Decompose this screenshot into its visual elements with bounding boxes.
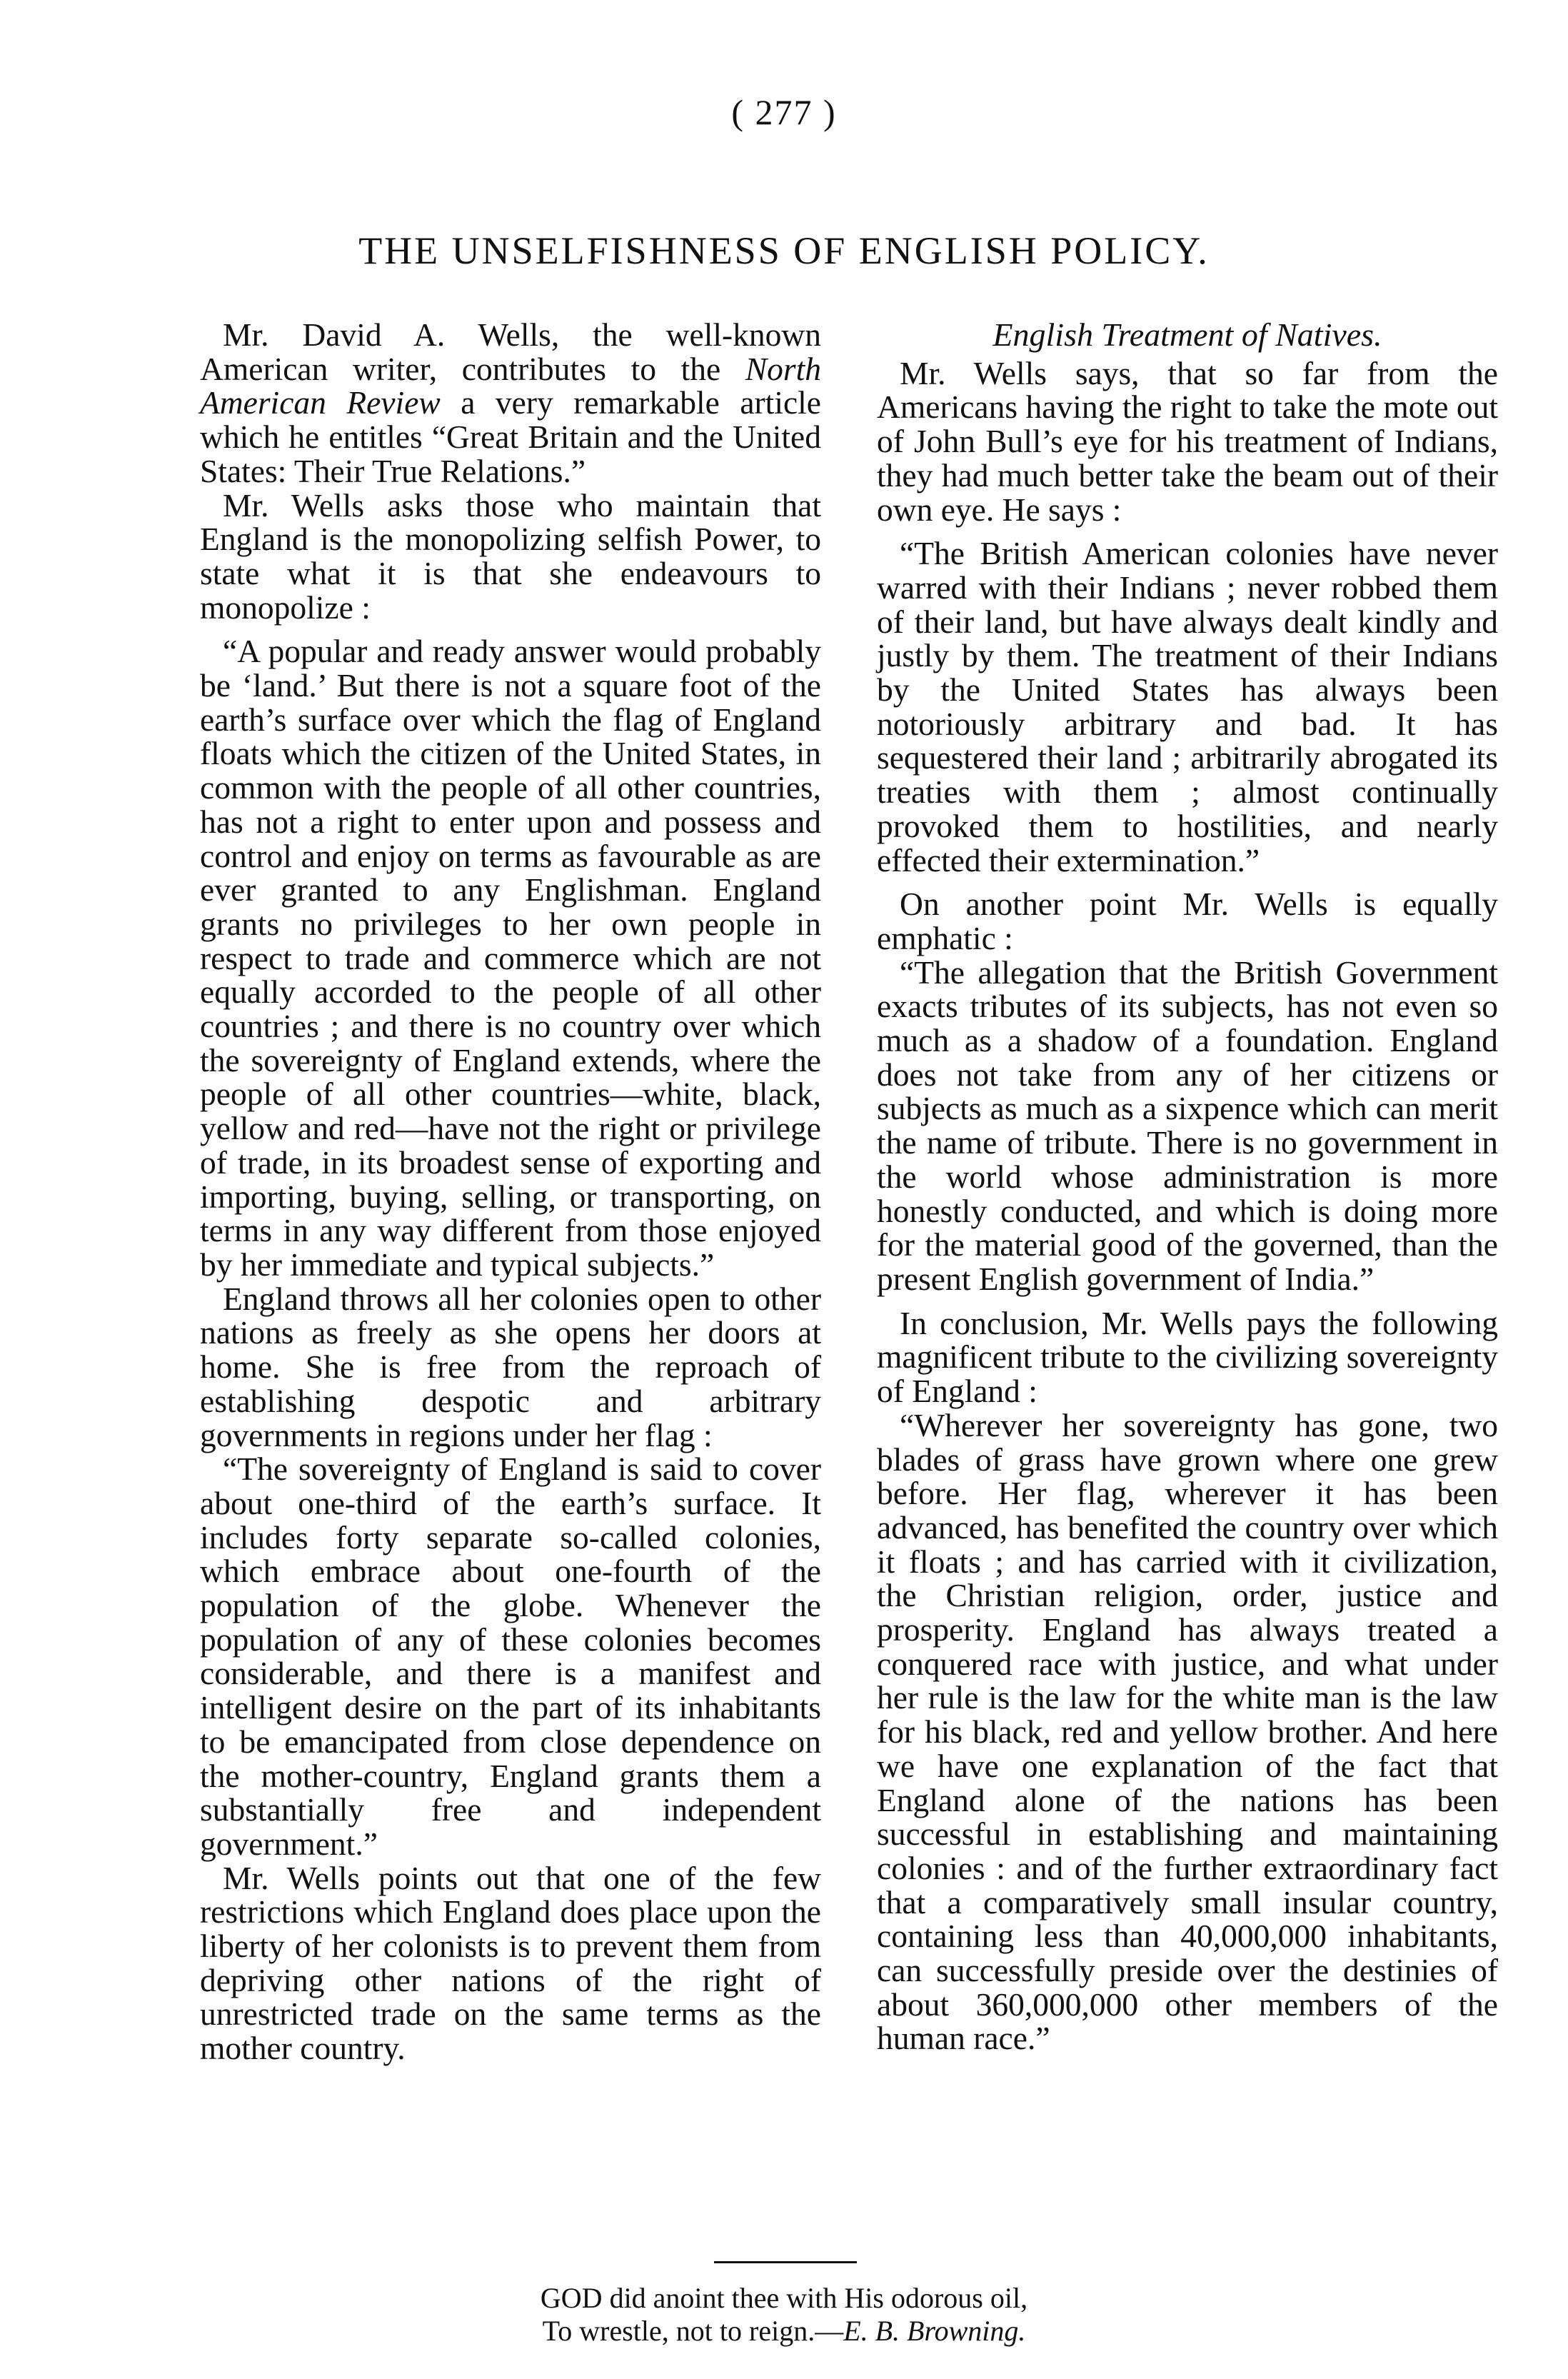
body-paragraph: England throws all her colonies open to other nations as freely as she opens her doors at home. She is free from the reproach of establishing despotic and arbitrary governments in regions under her flag :	[200, 1280, 821, 1453]
body-paragraph: Mr. Wells says, that so far from the Americans having the right to take the mote out of John Bull’s eye for his treatment of Indians, they had much better take the beam out of their own eye. He says :	[877, 354, 1498, 528]
body-paragraph: On another point Mr. Wells is equally emphatic :	[877, 886, 1498, 956]
quote-paragraph: “The British American colonies have never warred with their Indians ; never robbed them of their land, but have always dealt kindly and justly by them. The treatment of their Indians by the United States has always been notoriously arbitrary and bad. It has sequestered their land ; arbitrarily abrogated its treaties with them ; almost continually provoked them to hostilities, and nearly effected their extermination.”	[877, 535, 1498, 878]
epigraph-line: GOD did anoint thee with His odorous oil,	[540, 2282, 1028, 2314]
epigraph	[0, 2282, 1568, 2348]
body-paragraph: Mr. Wells points out that one of the few restrictions which England does place upon the liberty of her colonists is to prevent them from depriving other nations of the right of unrestricted trade on the same terms as the mother country.	[200, 1859, 821, 2067]
quote-paragraph: “The allegation that the British Government exacts tributes of its subjects, has not even so much as a shadow of a foundation. England does not take from any of her citizens or subjects as much as a sixpence which can merit the name of tribute. There is no government in the world whose administration is more honestly conducted, and which is doing more for the material good of the governed, than the present English government of India.”	[877, 953, 1498, 1297]
quote-paragraph: “A popular and ready answer would probably be ‘land.’ But there is not a square foot of the earth’s surface over which the flag of England floats which the citizen of the United States, in common with the people of all other countries, has not a right to enter upon and possess and control and enjoy on terms as favourable as are ever granted to any Englishman. England grants no privileges to her own people in respect to trade and commerce which are not equally accorded to the people of all other countries ; and there is no country over which the sovereignty of England extends, where the people of all other countries—white, black, yellow and red—have not the right or privilege of trade, in its broadest sense of exporting and importing, buying, selling, or transporting, on terms in any way different from those enjoyed by her immediate and typical subjects.”	[200, 633, 821, 1283]
epigraph-line-text: To wrestle, not to reign.—	[542, 2315, 844, 2347]
left-column	[200, 318, 821, 2065]
article-title: THE UNSELFISHNESS OF ENGLISH POLICY.	[358, 229, 1210, 272]
right-column	[877, 318, 1498, 2055]
intro-text-before: Mr. David A. Wells, the well-known American writer, contributes to the	[200, 316, 821, 387]
body-paragraph: Mr. Wells asks those who maintain that England is the monopolizing selfish Power, to state what it is that she endeavours to monopolize :	[200, 486, 821, 626]
body-paragraph: In conclusion, Mr. Wells pays the following magnificent tribute to the civilizing sovereignty of England :	[877, 1304, 1498, 1410]
section-subheading: English Treatment of Natives.	[992, 316, 1382, 353]
intro-paragraph	[200, 318, 821, 489]
epigraph-line	[0, 2315, 1568, 2348]
page-number: ( 277 )	[731, 92, 837, 132]
quote-paragraph: “The sovereignty of England is said to cover about one-third of the earth’s surface. It includes forty separate so-called colonies, which embrace about one-fourth of the population of the globe. Whenever the population of any of these colonies becomes considerable, and there is a manifest and intelligent desire on the part of its inhabitants to be emancipated from close dependence on the mother-country, England grants them a substantially free and independent government.”	[200, 1451, 821, 1862]
quote-paragraph: “Wherever her sovereignty has gone, two blades of grass have grown where one grew before. Her flag, wherever it has been advanced, has benefited the country over which it floats ; and has carried with it civilization, the Christian religion, order, justice and prosperity. England has always treated a conquered race with justice, and what under her rule is the law for the white man is the law for his black, red and yellow brother. And here we have one explanation of the fact that England alone of the nations has been successful in establishing and maintaining colonies : and of the further extraordinary fact that a comparatively small insular country, containing less than 40,000,000 inhabitants, can successfully preside over the destinies of about 360,000,000 other members of the human race.”	[877, 1406, 1498, 2057]
journal-name: North American Review	[200, 350, 821, 421]
intro-text-after: a very remarkable article which he entitles “Great Britain and the United States: Their True Relations.”	[200, 384, 821, 489]
epigraph-attribution: E. B. Browning.	[843, 2315, 1026, 2347]
section-divider	[714, 2261, 857, 2263]
